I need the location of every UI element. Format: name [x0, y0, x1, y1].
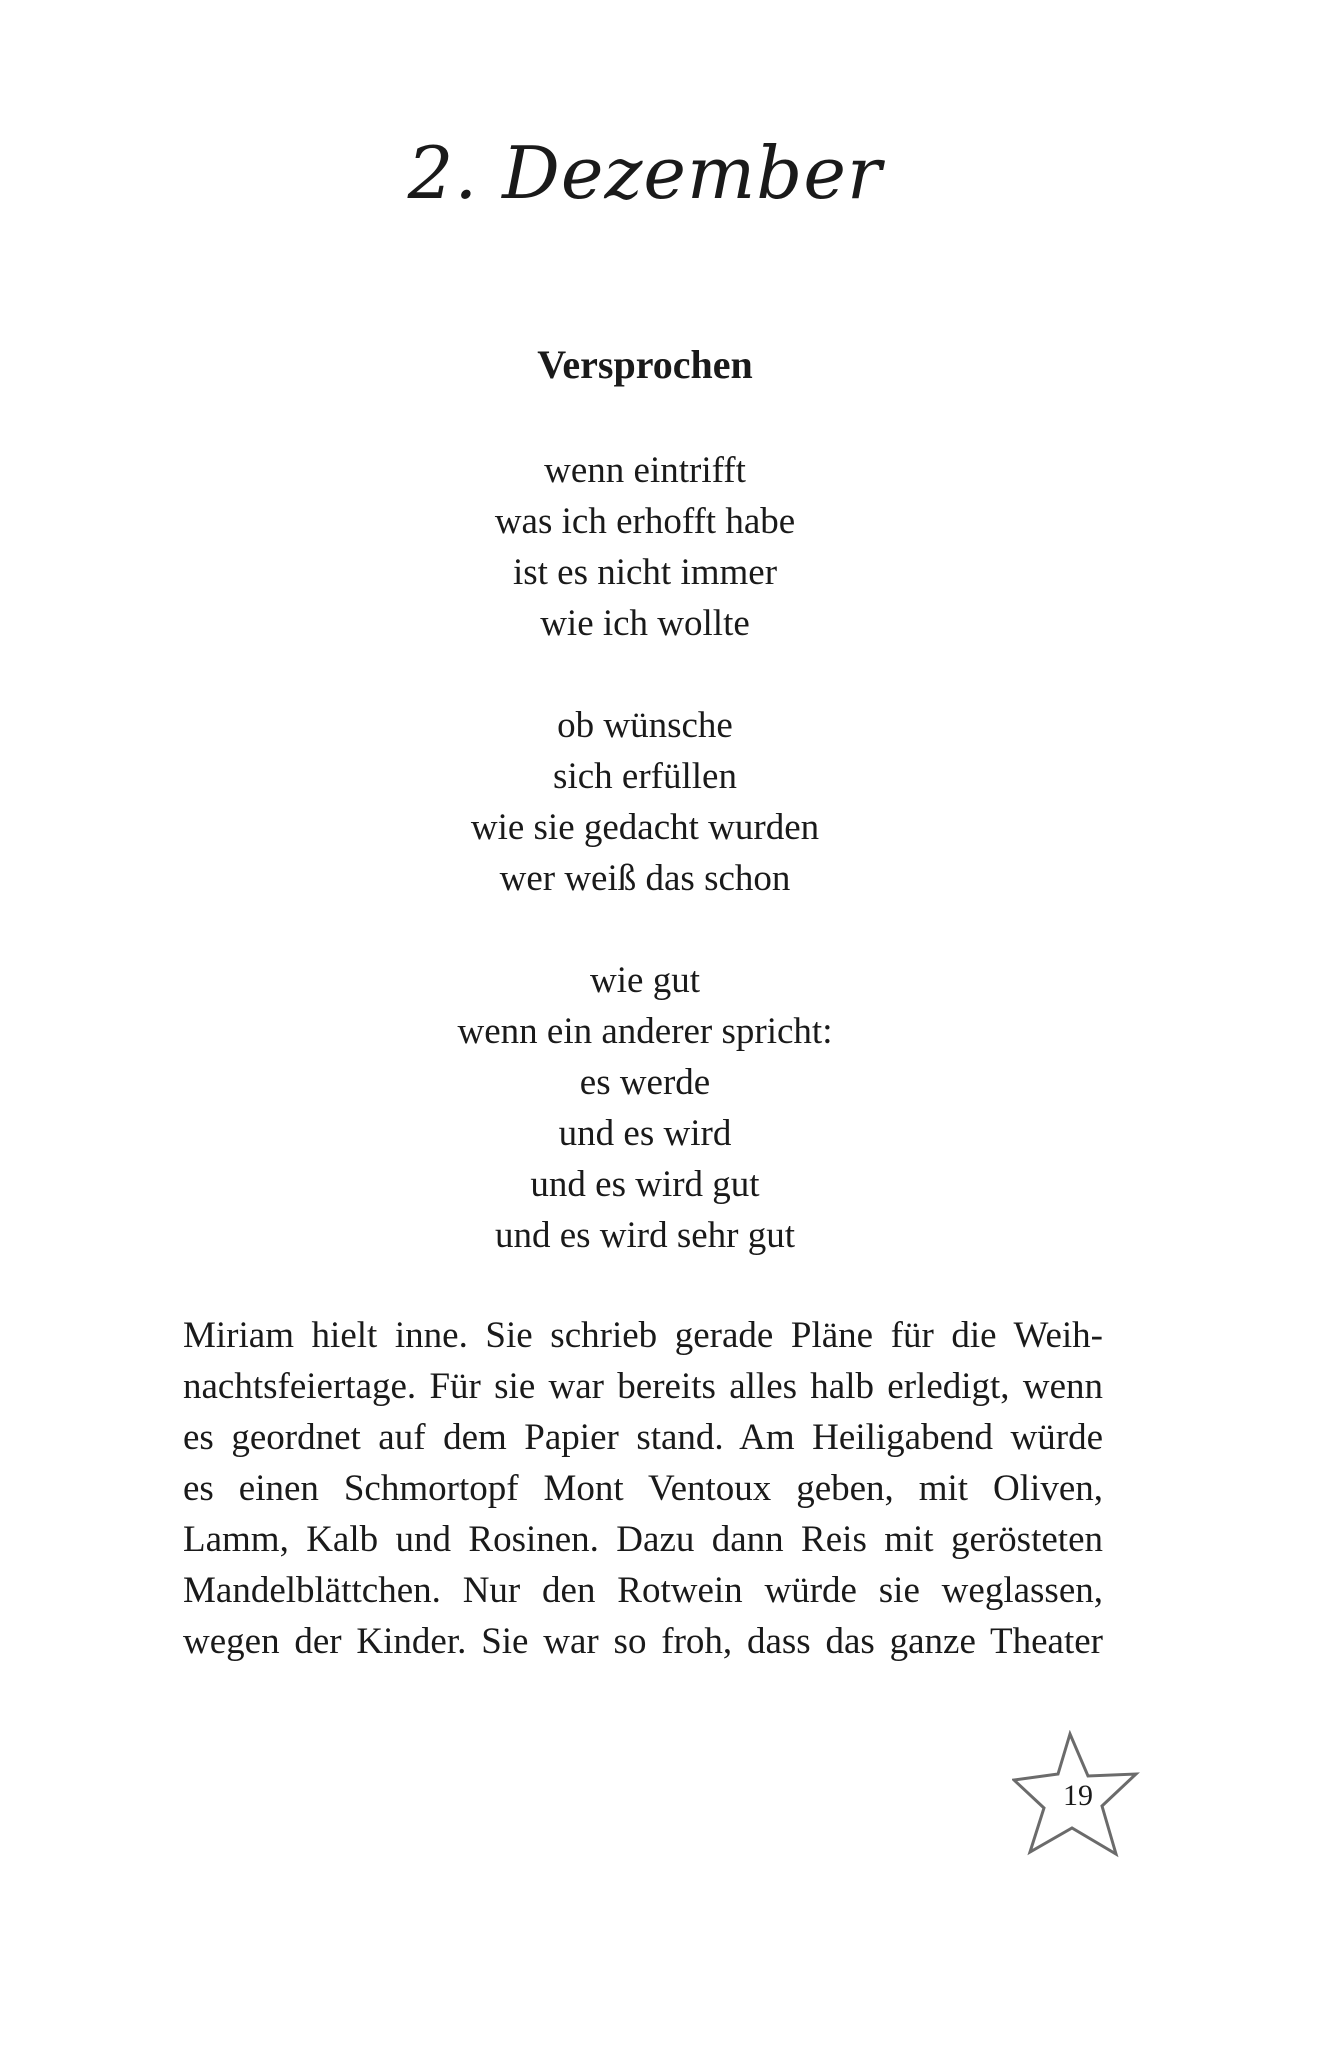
- poem-line: wie sie gedacht wurden: [470, 807, 820, 848]
- page-number: 19: [1063, 1779, 1093, 1812]
- poem-line: und es wird gut: [530, 1164, 760, 1205]
- prose-line: es einen Schmortopf Mont Ventoux geben, mit Oliven,: [183, 1468, 1103, 1509]
- prose-line: es geordnet auf dem Papier stand. Am Heiligabend würde: [183, 1417, 1103, 1458]
- poem-line: ob wünsche: [557, 705, 733, 746]
- poem-stanza-2: [0, 700, 1290, 904]
- chapter-title: 2. Dezember: [407, 131, 883, 215]
- prose-line: Lamm, Kalb und Rosinen. Dazu dann Reis mit gerösteten: [183, 1519, 1103, 1560]
- poem-line: sich erfüllen: [553, 756, 737, 797]
- poem-line: es werde: [579, 1062, 711, 1103]
- poem: [0, 445, 1290, 1312]
- prose-line: nachtsfeiertage. Für sie war bereits alles halb erledigt, wenn: [183, 1366, 1103, 1407]
- poem-line: wie ich wollte: [540, 603, 750, 644]
- poem-line: wer weiß das schon: [499, 858, 791, 899]
- poem-title: Versprochen: [537, 342, 753, 387]
- poem-stanza-1: [0, 445, 1290, 649]
- poem-line: wenn eintrifft: [544, 450, 746, 491]
- prose-line: Miriam hielt inne. Sie schrieb gerade Pläne für die Weih-: [183, 1315, 1103, 1356]
- poem-line: ist es nicht immer: [512, 552, 778, 593]
- poem-line: und es wird sehr gut: [494, 1215, 796, 1256]
- poem-line: was ich erhofft habe: [494, 501, 796, 542]
- poem-stanza-3: [0, 955, 1290, 1261]
- poem-line: wenn ein anderer spricht:: [457, 1011, 833, 1052]
- prose-line: wegen der Kinder. Sie war so froh, dass das ganze Theater: [183, 1621, 1103, 1662]
- prose-line: Mandelblättchen. Nur den Rotwein würde sie weglassen,: [183, 1570, 1103, 1611]
- prose-paragraph: [183, 1310, 1103, 1667]
- poem-line: wie gut: [590, 960, 700, 1001]
- poem-line: und es wird: [558, 1113, 732, 1154]
